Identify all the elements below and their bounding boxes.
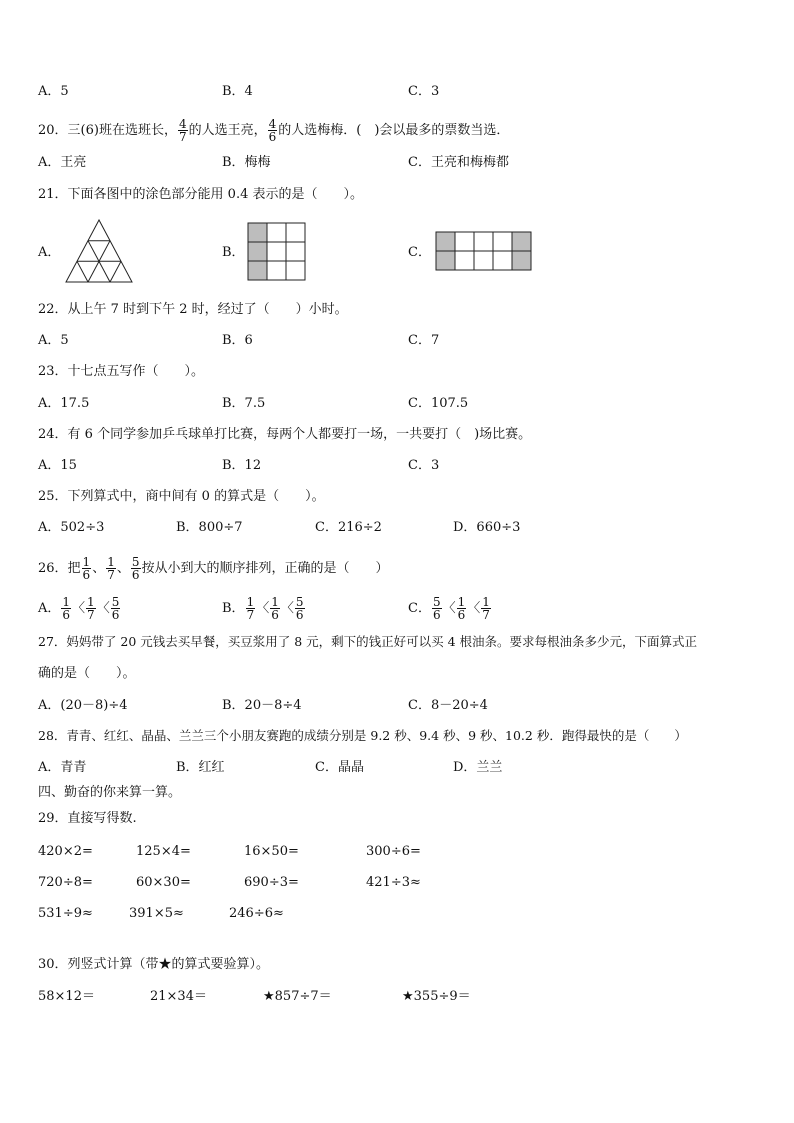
q20-fraction-2: $\frac{4}{6}$: [268, 117, 277, 144]
q22-question: 22．从上午 7 时到下午 2 时，经过了（ ）小时。: [38, 302, 348, 317]
q28-option-a: A．青青: [38, 760, 87, 775]
q23-option-b: B．7.5: [222, 396, 266, 411]
q25-option-c: C．216÷2: [315, 520, 382, 535]
q24-option-b: B．12: [222, 458, 262, 473]
q23-question: 23．十七点五写作（ ）。: [38, 364, 205, 379]
q19-option-b: B．4: [222, 84, 253, 99]
q29-item: 246÷6≈: [229, 906, 284, 921]
q25-option-d: D．660÷3: [453, 520, 521, 535]
q21-grid-3x3-figure: [247, 222, 307, 282]
q29-item: 391×5≈: [129, 906, 184, 921]
q25-option-a: A．502÷3: [38, 520, 105, 535]
q22-option-b: B．6: [222, 333, 253, 348]
q28-question: 28．青青、红红、晶晶、兰兰三个小朋友赛跑的成绩分别是 9.2 秒、9.4 秒、9 秒、10.2 秒．跑得最快的是（ ）: [38, 728, 687, 743]
q24-option-a: A．15: [38, 458, 77, 473]
q22-option-c: C．7: [408, 333, 440, 348]
q29-item: 690÷3=: [244, 875, 299, 890]
q29-item: 300÷6=: [366, 844, 421, 859]
q29-item: 16×50=: [244, 844, 299, 859]
q20-fraction-1: $\frac{4}{7}$: [178, 117, 187, 144]
q27-option-a: A．(20－8)÷4: [38, 698, 128, 713]
q21-triangle-figure: [64, 218, 134, 284]
q23-option-a: A．17.5: [38, 396, 90, 411]
q21-question: 21．下面各图中的涂色部分能用 0.4 表示的是（ ）。: [38, 187, 363, 202]
q23-option-c: C．107.5: [408, 396, 469, 411]
q27-option-b: B．20－8÷4: [222, 698, 302, 713]
q26-fraction-3: $\frac{5}{6}$: [131, 555, 140, 582]
q21-grid-2x5-figure: [435, 231, 533, 271]
q26-fraction-2: $\frac{1}{7}$: [107, 555, 115, 582]
q19-option-c: C．3: [408, 84, 440, 99]
q26-option-c: C． $\frac{5}{6}$ 〈 $\frac{1}{6}$ 〈 $\frac{1}{7}$: [408, 595, 490, 622]
q26-fraction-1: $\frac{1}{6}$: [82, 555, 91, 582]
q29-item: 60×30=: [136, 875, 191, 890]
q22-option-a: A．5: [38, 333, 69, 348]
q29-question: 29．直接写得数.: [38, 811, 137, 826]
q27-question-line1: 27．妈妈带了 20 元钱去买早餐，买豆浆用了 8 元，剩下的钱正好可以买 4 根油条。要求每根油条多少元，下面算式正: [38, 634, 698, 649]
q28-option-d: D．兰兰: [453, 760, 503, 775]
section-4-title: 四、勤奋的你来算一算。: [38, 785, 182, 800]
q26-option-b: B． $\frac{1}{7}$ 〈 $\frac{1}{6}$ 〈 $\frac{5}{6}$: [222, 595, 304, 622]
q20-option-c: C．王亮和梅梅都: [408, 155, 509, 170]
q19-option-a: A．5: [38, 84, 69, 99]
q24-option-c: C．3: [408, 458, 440, 473]
q28-option-b: B．红红: [176, 760, 225, 775]
q21-label-a: A．: [38, 245, 61, 260]
q29-item: 421÷3≈: [366, 875, 421, 890]
q30-question: 30．列竖式计算（带★的算式要验算）。: [38, 957, 270, 972]
q26-question: 26．把 $\frac{1}{6}$ 、 $\frac{1}{7}$ 、 $\frac{5}{6}$ 按从小到大的顺序排列，正确的是（ ）: [38, 555, 389, 582]
q30-item: 21×34＝: [150, 989, 207, 1004]
q20-option-b: B．梅梅: [222, 155, 271, 170]
q24-question: 24．有 6 个同学参加乒乓球单打比赛，每两个人都要打一场，一共要打（ )场比赛。: [38, 427, 532, 442]
q27-option-c: C．8－20÷4: [408, 698, 488, 713]
q29-item: 420×2=: [38, 844, 93, 859]
q30-item: ★857÷7＝: [263, 989, 332, 1004]
q28-option-c: C．晶晶: [315, 760, 364, 775]
q29-item: 531÷9≈: [38, 906, 93, 921]
q27-question-line2: 确的是（ ）。: [38, 666, 136, 681]
q30-item: 58×12＝: [38, 989, 95, 1004]
q25-question: 25．下列算式中，商中间有 0 的算式是（ ）。: [38, 489, 325, 504]
q29-item: 125×4=: [136, 844, 191, 859]
q21-label-b: B．: [222, 245, 245, 260]
q20-option-a: A．王亮: [38, 155, 87, 170]
q30-item: ★355÷9＝: [402, 989, 471, 1004]
q25-option-b: B．800÷7: [176, 520, 243, 535]
q20-question: 20．三(6)班在选班长， $\frac{4}{7}$ 的人选王亮， $\frac{4}{6}$ 的人选梅梅．( )会以最多的票数当选．: [38, 117, 510, 144]
q26-option-a: A． $\frac{1}{6}$ 〈 $\frac{1}{7}$ 〈 $\frac{5}{6}$: [38, 595, 120, 622]
q21-label-c: C．: [408, 245, 431, 260]
q29-item: 720÷8=: [38, 875, 93, 890]
